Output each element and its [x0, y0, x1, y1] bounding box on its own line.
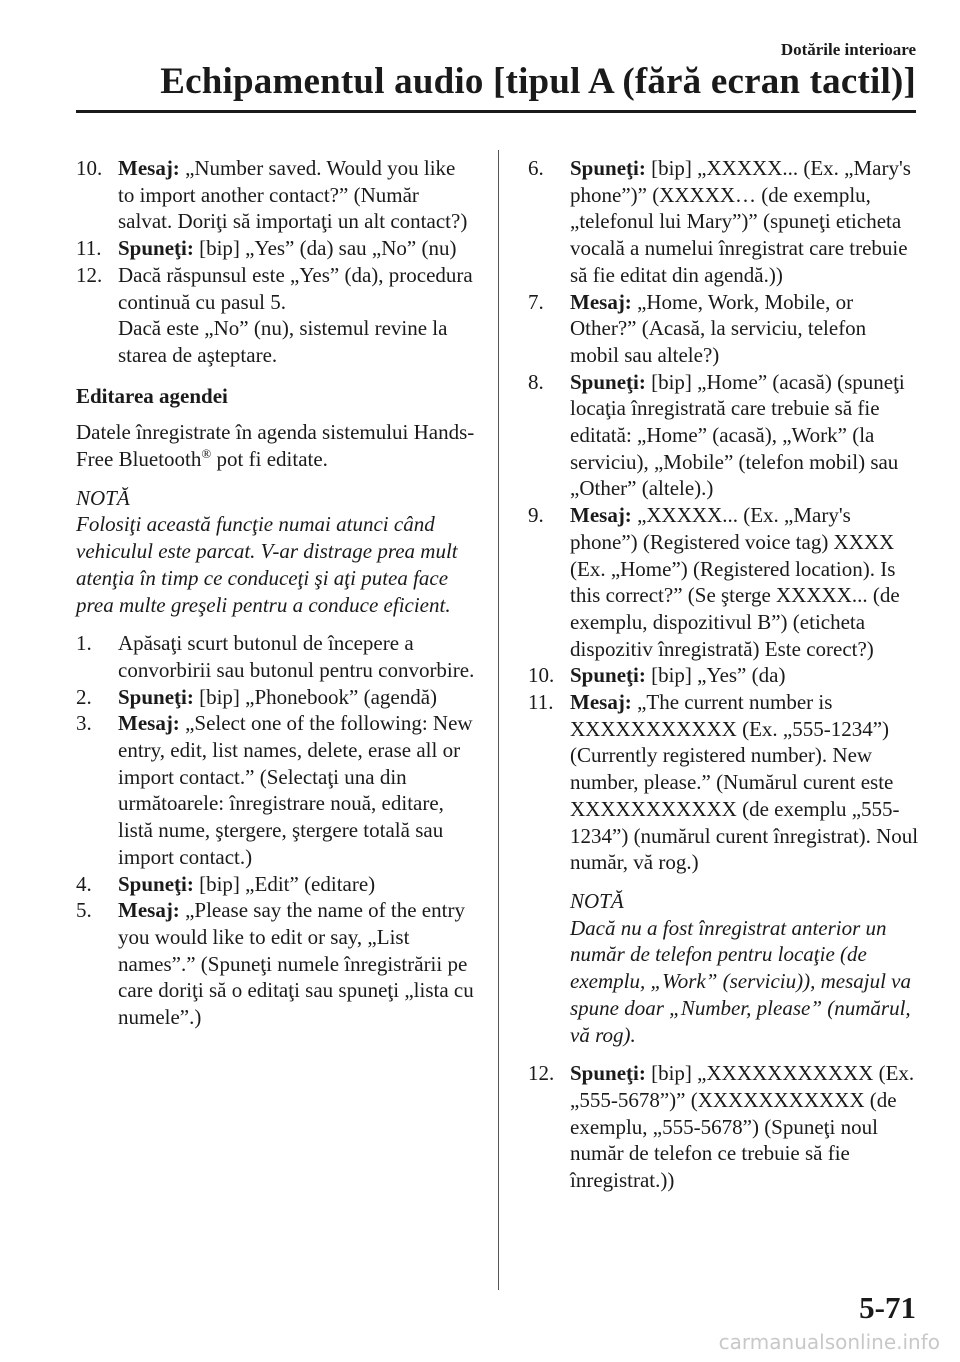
step-lead: Mesaj: — [118, 898, 180, 923]
step-item — [528, 662, 920, 689]
step-item — [76, 710, 476, 870]
step-lead: Spuneţi: — [570, 369, 646, 394]
page-number: 5-71 — [859, 1290, 916, 1325]
step-lead: Mesaj: — [118, 711, 180, 736]
step-lead: Spuneţi: — [570, 663, 646, 688]
step-item — [76, 871, 476, 898]
step-number: 6. — [528, 156, 544, 180]
step-text: „The current number is XXXXXXXXXXX (Ex. „555-1234”) (Currently registered number). New number, please.” (Numărul curent este XXXXXXXXXXX (de exemplu „555-1234”) (numărul curent înregistrat). Noul număr, vă rog.) — [570, 690, 919, 875]
step-text: [bip] „Home” (acasă) (spuneţi locaţia înregistrată care trebuie să fie editată: „Home” (acasă), „Work” (la serviciu), „Mobile” (telefon mobil) sau „Other” (altele).) — [570, 369, 905, 501]
step-item — [528, 689, 920, 876]
step-lead: Mesaj: — [118, 156, 180, 180]
intro-paragraph — [76, 419, 476, 472]
right-steps-a — [528, 155, 920, 876]
intro-text: Datele înregistrate în agenda sistemului Hands-Free Bluetooth — [76, 420, 475, 472]
step-lead: Spuneţi: — [118, 684, 194, 709]
step-number: 7. — [528, 289, 544, 314]
step-text: „Select one of the following: New entry, edit, list names, delete, erase all or import contact.” (Selectaţi una din următoarele: înregistrare nouă, editare, listă nume, ştergere, ştergere totală sau import contact.) — [118, 711, 473, 869]
watermark: carmanualsonline.info — [718, 1330, 940, 1354]
step-item — [528, 369, 920, 503]
step-number: 12. — [76, 262, 103, 287]
page-title: Echipamentul audio [tipul A (fără ecran tactil)] — [160, 61, 916, 102]
step-text: [bip] „Yes” (da) — [645, 663, 786, 688]
note-text: Dacă nu a fost înregistrat anterior un număr de telefon pentru locaţie (de exemplu, „Work” (serviciu)), mesajul va spune doar „Number, please” (numărul, vă rog). — [570, 915, 911, 1047]
step-item — [528, 1060, 920, 1194]
step-number: 10. — [76, 156, 103, 180]
step-number: 8. — [528, 369, 544, 394]
step-text: „Please say the name of the entry you would like to edit or say, „List names”.” (Spuneţi numele înregistrării pe care doriţi să o editaţi sau spuneţi „lista cu numele”.) — [118, 898, 474, 1030]
step-text: [bip] „Yes” (da) sau „No” (nu) — [193, 236, 457, 261]
header-section: Dotările interioare — [780, 40, 916, 59]
note-label: NOTĂ — [76, 485, 130, 510]
step-lead: Mesaj: — [570, 503, 632, 528]
step-text: „XXXXX... (Ex. „Mary's phone”) (Registered voice tag) XXXX (Ex. „Home”) (Registered location). Is this correct?” (Se şterge XXXXX... (de exemplu, dispozitivul B”) (eticheta dispozitiv înregistrată) Este corect?) — [570, 503, 900, 661]
step-number: 2. — [76, 684, 92, 709]
step-text: Dacă răspunsul este „Yes” (da), procedura continuă cu pasul 5. — [118, 262, 473, 314]
step-text: [bip] „Phonebook” (agendă) — [193, 684, 438, 709]
left-steps-b — [76, 630, 476, 1031]
registered-mark: ® — [201, 446, 212, 462]
step-item — [76, 235, 476, 262]
right-note — [528, 888, 920, 1048]
step-lead: Mesaj: — [570, 289, 632, 314]
step-item — [76, 630, 476, 683]
right-column — [528, 155, 920, 1194]
step-12-continuation — [76, 315, 476, 368]
step-item — [528, 155, 920, 289]
step-lead: Spuneţi: — [118, 871, 194, 896]
step-text: „Number saved. Would you like to import another contact?” (Număr salvat. Doriţi să importaţi un alt contact?) — [118, 156, 468, 234]
step-number: 11. — [76, 236, 102, 261]
left-steps-a — [76, 155, 476, 315]
step-number: 1. — [76, 631, 92, 656]
step-text: [bip] „XXXXX... (Ex. „Mary's phone”)” (XXXXX… (de exemplu, „telefonul lui Mary”)” (spuneţi eticheta vocală a numelui înregistrat care trebuie să fie editat din agendă.)) — [570, 156, 911, 287]
step-item — [528, 289, 920, 369]
step-number: 10. — [528, 663, 555, 688]
step-lead: Spuneţi: — [570, 1061, 646, 1086]
step-item — [528, 502, 920, 662]
step-number: 3. — [76, 711, 92, 736]
step-text: Dacă este „No” (nu), sistemul revine la starea de aşteptare. — [118, 316, 448, 367]
step-text: [bip] „XXXXXXXXXXX (Ex. „555-5678”)” (XXXXXXXXXXX (de exemplu, „555-5678”) (Spuneţi noul număr de telefon ce trebuie să fie înregistrat.)) — [570, 1061, 915, 1193]
step-number: 5. — [76, 898, 92, 923]
step-number: 11. — [528, 690, 554, 715]
step-item — [76, 684, 476, 711]
step-text: [bip] „Edit” (editare) — [193, 871, 376, 896]
step-item — [76, 155, 476, 235]
header-rule — [76, 110, 916, 113]
column-divider — [498, 150, 499, 1290]
step-text: „Home, Work, Mobile, or Other?” (Acasă, la serviciu, telefon mobil sau altele?) — [570, 289, 867, 367]
step-text: Apăsaţi scurt butonul de începere a convorbirii sau butonul pentru convorbire. — [118, 631, 475, 682]
section-heading: Editarea agendei — [76, 383, 228, 408]
step-lead: Spuneţi: — [570, 156, 646, 180]
note-label: NOTĂ — [570, 888, 624, 913]
note-text: Folosiţi această funcţie numai atunci când vehiculul este parcat. V-ar distrage prea mult atenţia în timp ce conduceţi şi aţi putea face prea multe greşeli pentru a conduce eficient. — [76, 512, 458, 617]
step-lead: Spuneţi: — [118, 236, 194, 261]
step-number: 4. — [76, 871, 92, 896]
step-number: 9. — [528, 503, 544, 528]
intro-text-end: pot fi editate. — [211, 447, 328, 472]
step-item — [76, 262, 476, 315]
step-number: 12. — [528, 1061, 555, 1086]
right-steps-b — [528, 1060, 920, 1194]
left-column — [76, 155, 476, 1031]
step-item — [76, 897, 476, 1031]
step-lead: Mesaj: — [570, 690, 632, 715]
